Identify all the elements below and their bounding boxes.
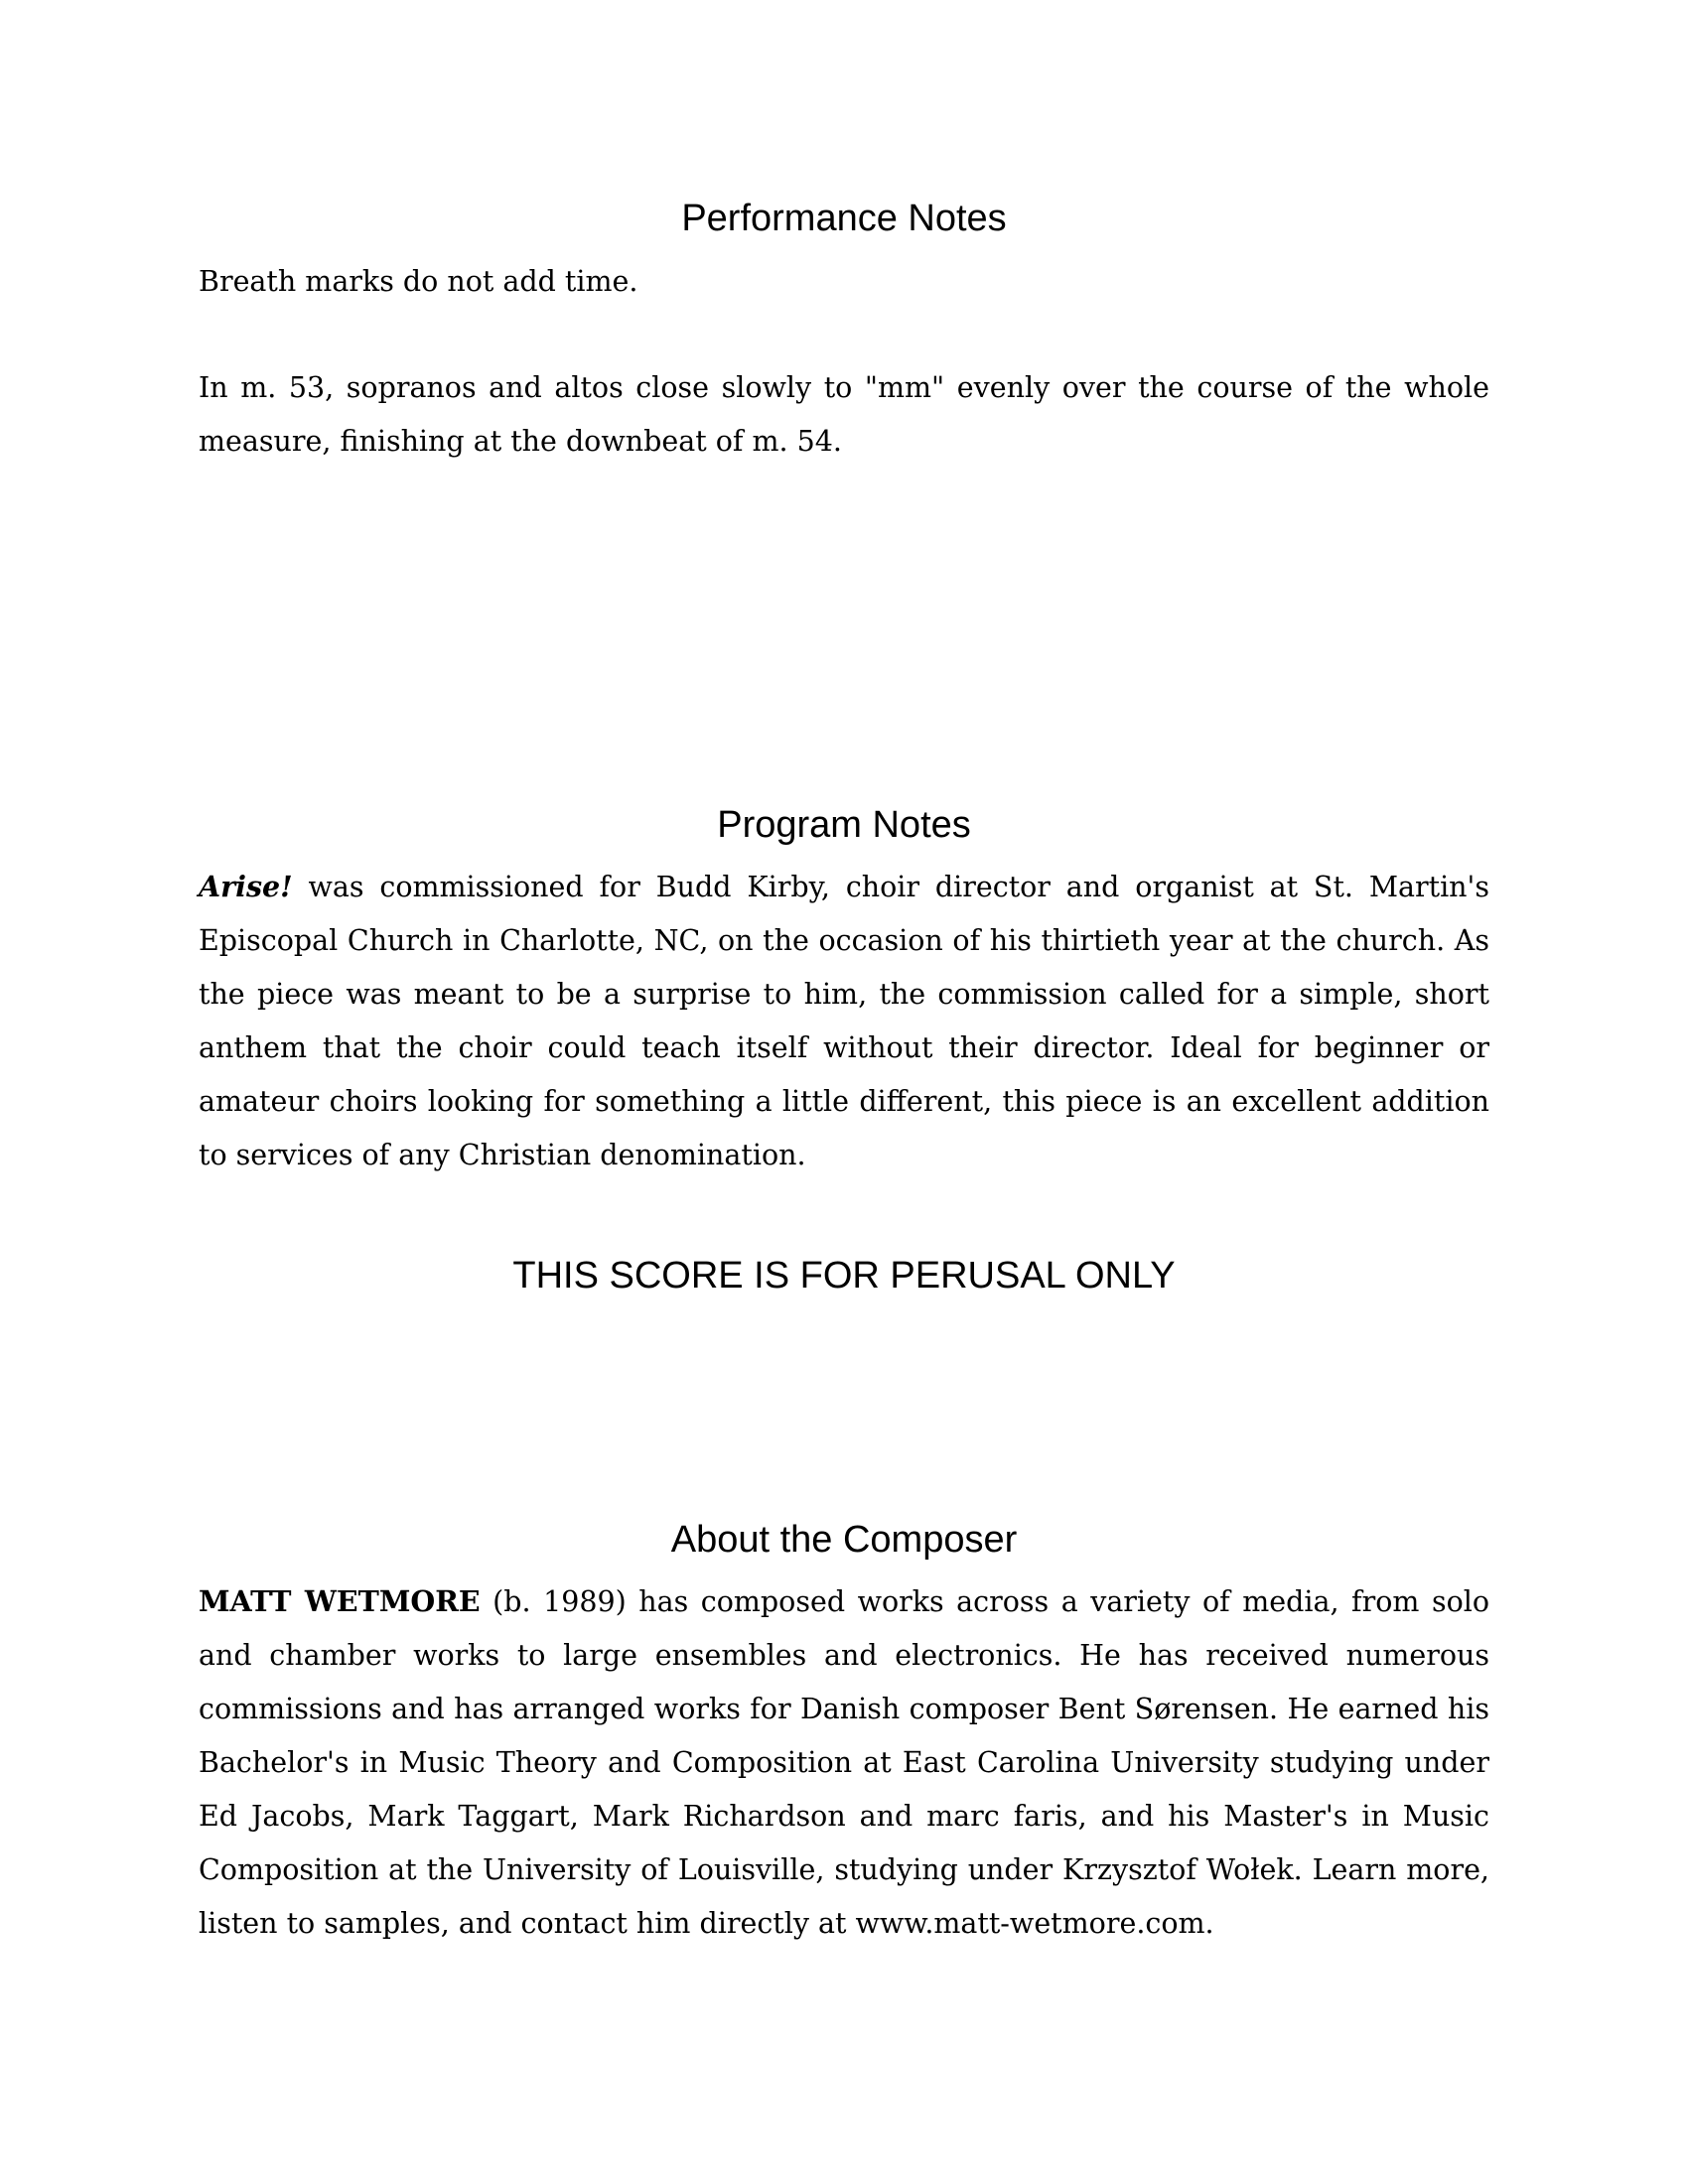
performance-note-breath-marks: Breath marks do not add time.: [199, 265, 638, 298]
about-composer-heading: About the Composer: [670, 1519, 1018, 1561]
program-notes-heading: Program Notes: [717, 804, 971, 846]
program-notes-paragraph: [199, 860, 1489, 1182]
performance-notes-heading: Performance Notes: [681, 198, 1007, 239]
composer-bio-paragraph: [199, 1574, 1489, 1951]
composer-bio: (b. 1989) has composed works across a variety of media, from solo and chamber works to large ensembles and electronics. He has received numerous commissions and has arranged works for Danish composer Bent Sørensen. He earned his Bachelor's in Music Theory and Composition at East Carolina University studying under Ed Jacobs, Mark Taggart, Mark Richardson and marc faris, and his Master's in Music Composition at the University of Louisville, studying under Krzysztof Wołek. Learn more, listen to samples, and contact him directly at www.matt-wetmore.com.: [199, 1585, 1489, 1940]
performance-note-measure-53: In m. 53, sopranos and altos close slowly to "mm" evenly over the course of the whole measure, finishing at the downbeat of m. 54.: [199, 371, 1489, 458]
piece-title: Arise!: [199, 870, 293, 903]
program-notes-body: was commissioned for Budd Kirby, choir director and organist at St. Martin's Episcopal Church in Charlotte, NC, on the occasion of his thirtieth year at the church. As the piece was meant to be a surprise to him, the commission called for a simple, short anthem that the choir could teach itself without their director. Ideal for beginner or amateur choirs looking for something a little different, this piece is an excellent addition to services of any Christian denomination.: [199, 871, 1489, 1171]
perusal-notice: THIS SCORE IS FOR PERUSAL ONLY: [512, 1255, 1176, 1297]
composer-name: MATT WETMORE: [199, 1584, 481, 1618]
